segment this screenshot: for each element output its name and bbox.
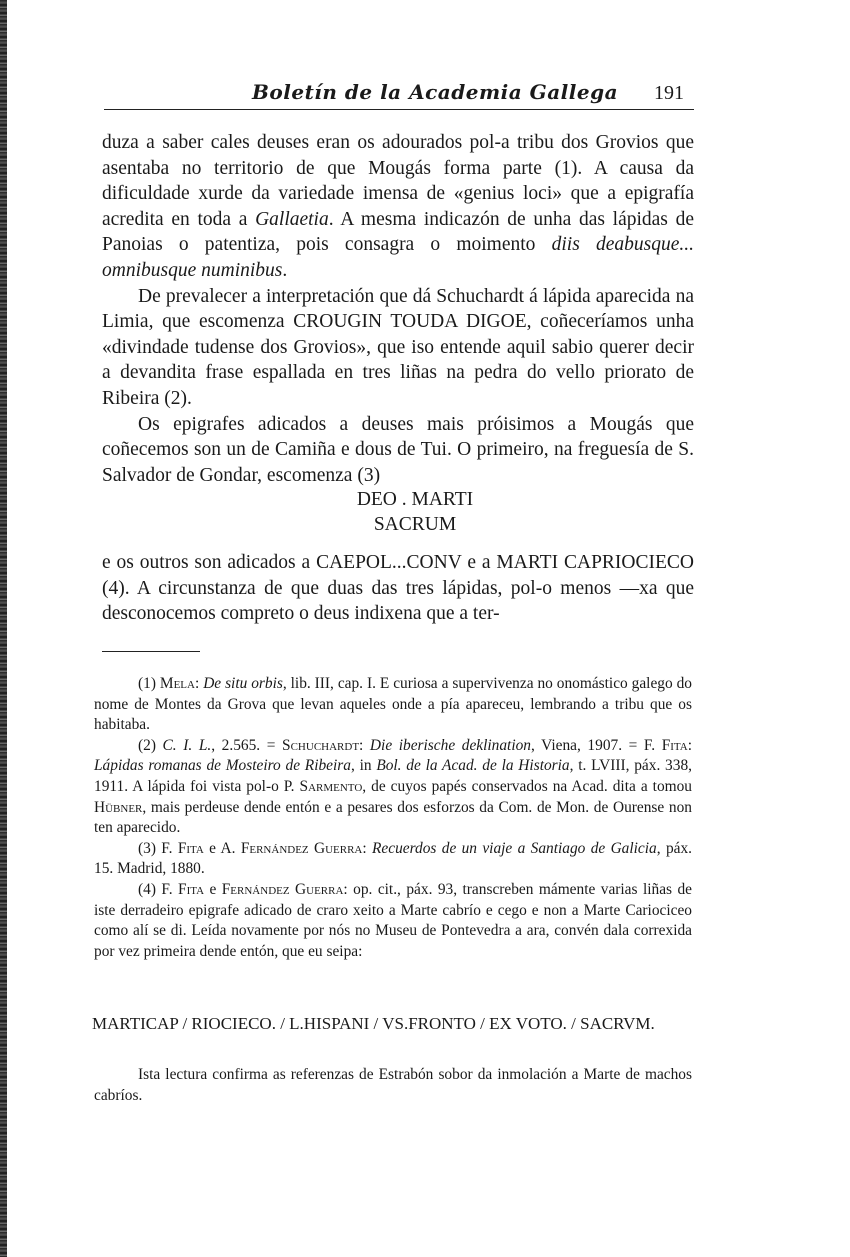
inscription-reading: MARTICAP / RIOCIECO. / L.HISPANI / VS.FRONTO / EX VOTO. / SACRVM. [92, 1014, 655, 1033]
body-text [102, 130, 694, 488]
inscription-line: DEO . MARTI [356, 489, 474, 510]
footnote-rule [102, 651, 200, 652]
small-caps-span: Fita [178, 880, 205, 898]
inscription-line: SACRUM [373, 514, 457, 535]
small-caps-span: Sarmento [299, 777, 363, 795]
italic-span: diis deabusque... omnibusque numinibus [102, 234, 694, 281]
small-caps-span: Fita [661, 736, 688, 754]
paragraph: De prevalecer a interpretación que dá Schuchardt á lápida aparecida na Limia, que escomenza CROUGIN TOUDA DIGOE, coñeceríamos unha «divindade tudense dos Grovios», que iso entende aquil sabio querer decir a devandita frase espallada en tres liñas na pedra do vello priorato de Ribeira (2). [102, 285, 694, 409]
small-caps-span: Fernández Guerra [221, 880, 344, 898]
italic-span: De situ orbis [203, 675, 283, 692]
continuation-paragraph: e os outros son adicados a CAEPOL...CONV e a MARTI CAPRIOCIECO (4). A circunstanza de que duas das tres lápidas, pol-o menos —xa que desconocemos compreto o deus indixena que a ter- [102, 552, 694, 625]
running-header [104, 80, 694, 106]
paragraph: duza a saber cales deuses eran os adourados pol-a tribu dos Grovios que asentaba no territorio de que Mougás forma parte (1). A causa da dificuldade xurde da variedade imensa de «genius loci» que a epigrafía acredita en toda a Gallaetia. A mesma indicazón de unha das lápidas de Panoias o patentiza, pois consagra o moimento diis deabusque... omnibusque numinibus. [102, 132, 694, 281]
header-rule [104, 109, 694, 110]
page-number: 191 [654, 82, 684, 104]
italic-span: Gallaetia [255, 208, 329, 230]
page-binding-edge [0, 0, 7, 1257]
footnote-4: (4) F. Fita e Fernández Guerra: op. cit., páx. 93, transcreben mámente varias liñas de iste derradeiro epigrafe adicado de craro xeito a Marte cabrío e cego e non a Marte Cariociceo como alí se di. Leída novamente por nós no Museu de Pontevedra a ara, convén dala correxida por vez primeira dende entón, que eu seipa: [94, 880, 692, 960]
small-caps-span: Schuchardt [282, 736, 360, 754]
footnote-2: (2) C. I. L., 2.565. = Schuchardt: Die iberische deklination, Viena, 1907. = F. Fita: Lápidas romanas de Mosteiro de Ribeira, in Bol. de la Acad. de la Historia, t. LVIII, páx. 338, 1911. A lápida foi vista pol-o P. Sarmento, de cuyos papés conservados na Acad. dita a tomou Hübner, mais perdeuse dende entón e a pesares dos esforzos da Com. de Mon. de Ourense non ten aparecido. [94, 736, 692, 837]
closing-paragraph: Ista lectura confirma as referenzas de Estrabón sobor da inmolación a Marte de machos cabríos. [94, 1066, 692, 1104]
inscription-block [0, 487, 850, 537]
closing-note [94, 1065, 692, 1106]
italic-span: Recuerdos de un viaje a Santiago de Galicia [372, 839, 657, 857]
small-caps-span: Hübner [94, 798, 143, 816]
footnotes [94, 674, 692, 962]
italic-span: Die iberische deklination [369, 736, 531, 754]
italic-span: Bol. de la Acad. de la Historia [376, 757, 570, 775]
footnote-1: (1) Mela: De situ orbis, lib. III, cap. I. E curiosa a supervivenza no onomástico galego do nome de Montes da Grova que levan aqueles onde a pía apareceu, lembrando a tribu que os habitaba. [94, 675, 693, 734]
small-caps-span: Fita [177, 839, 204, 857]
small-caps-span: Fernández Guerra [240, 839, 363, 857]
small-caps-span: Mela [159, 675, 195, 692]
italic-span: C. I. L. [162, 736, 212, 754]
italic-span: Lápidas romanas de Mosteiro de Ribeira [94, 757, 351, 775]
journal-title: Boletín de la Academia Gallega [252, 80, 619, 104]
footnote-3: (3) F. Fita e A. Fernández Guerra: Recuerdos de un viaje a Santiago de Galicia, páx. 15. Madrid, 1880. [94, 839, 693, 878]
paragraph: Os epigrafes adicados a deuses mais próisimos a Mougás que coñecemos son un de Camiña e dous de Tui. O primeiro, na freguesía de S. Salvador de Gondar, escomenza (3) [102, 413, 694, 486]
